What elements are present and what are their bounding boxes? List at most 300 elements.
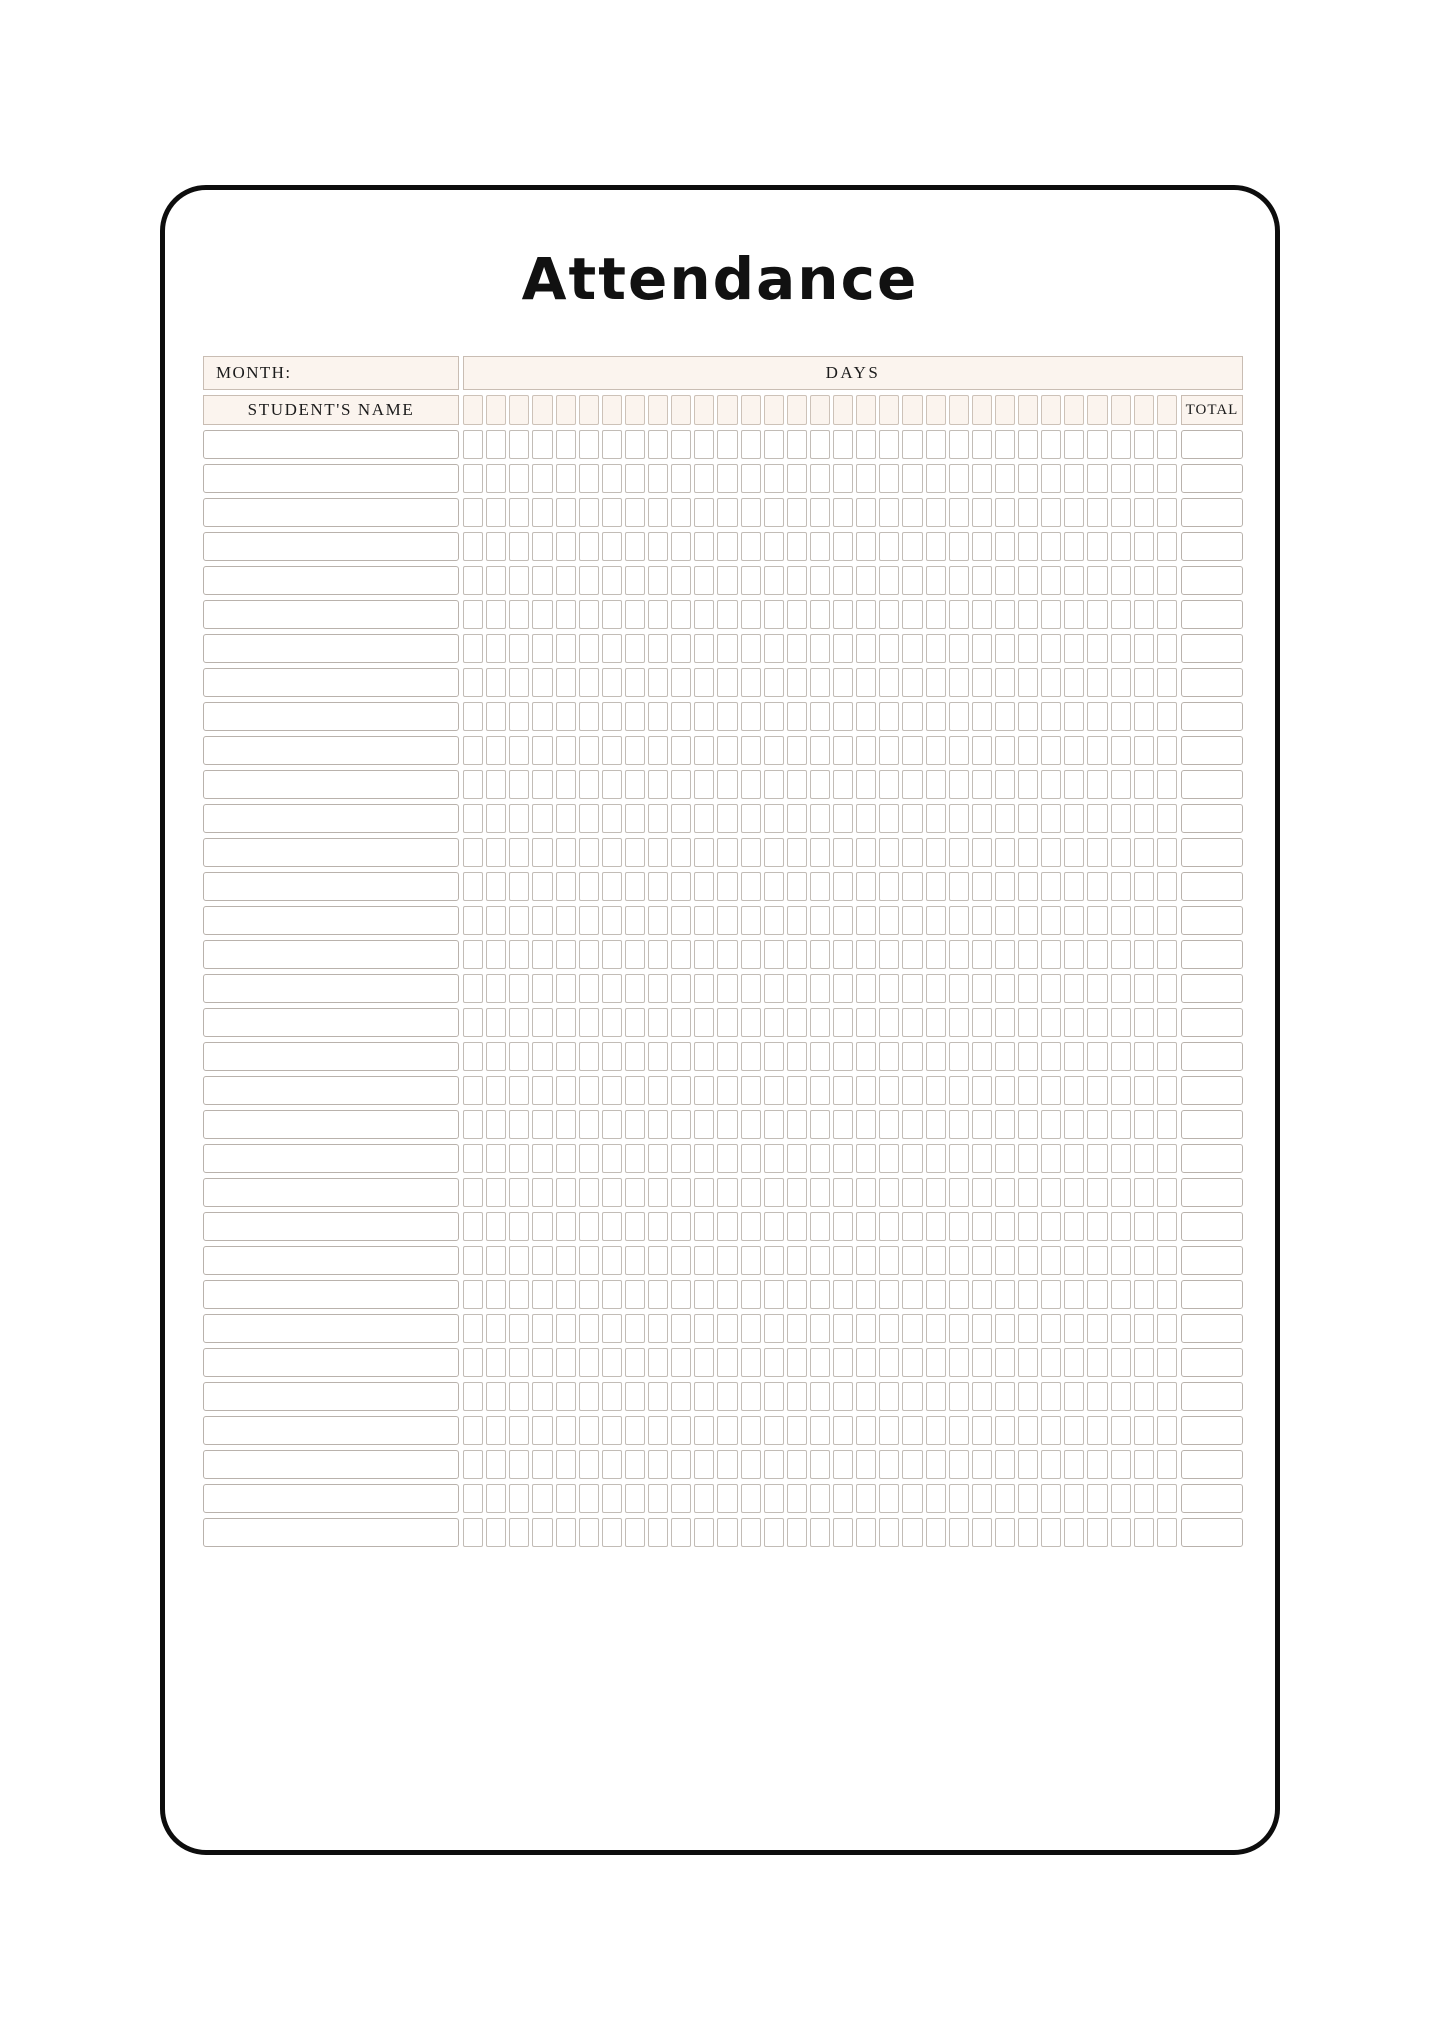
attendance-day-cell[interactable] — [509, 702, 529, 731]
attendance-day-cell[interactable] — [949, 430, 969, 459]
attendance-day-cell[interactable] — [902, 1042, 922, 1071]
attendance-day-cell[interactable] — [972, 974, 992, 1003]
attendance-day-cell[interactable] — [602, 566, 622, 595]
attendance-day-cell[interactable] — [1157, 498, 1177, 527]
attendance-day-cell[interactable] — [1111, 1484, 1131, 1513]
student-name-input[interactable] — [203, 1518, 459, 1547]
student-name-input[interactable] — [203, 1382, 459, 1411]
attendance-day-cell[interactable] — [787, 1110, 807, 1139]
attendance-day-cell[interactable] — [463, 1212, 483, 1241]
attendance-day-cell[interactable] — [833, 1348, 853, 1377]
attendance-day-cell[interactable] — [995, 600, 1015, 629]
attendance-day-cell[interactable] — [486, 1416, 506, 1445]
attendance-day-cell[interactable] — [1157, 770, 1177, 799]
attendance-day-cell[interactable] — [1064, 668, 1084, 697]
attendance-day-cell[interactable] — [1134, 1382, 1154, 1411]
attendance-day-cell[interactable] — [879, 1144, 899, 1173]
attendance-day-cell[interactable] — [694, 1280, 714, 1309]
attendance-day-cell[interactable] — [787, 1212, 807, 1241]
attendance-day-cell[interactable] — [1018, 464, 1038, 493]
day-number-header-cell[interactable] — [764, 395, 784, 425]
attendance-day-cell[interactable] — [602, 940, 622, 969]
attendance-day-cell[interactable] — [602, 1042, 622, 1071]
attendance-day-cell[interactable] — [717, 498, 737, 527]
attendance-day-cell[interactable] — [671, 532, 691, 561]
attendance-day-cell[interactable] — [602, 906, 622, 935]
attendance-day-cell[interactable] — [1087, 1212, 1107, 1241]
attendance-day-cell[interactable] — [602, 1110, 622, 1139]
total-cell[interactable] — [1181, 1416, 1243, 1445]
total-cell[interactable] — [1181, 1450, 1243, 1479]
attendance-day-cell[interactable] — [625, 532, 645, 561]
attendance-day-cell[interactable] — [625, 1280, 645, 1309]
attendance-day-cell[interactable] — [810, 1246, 830, 1275]
attendance-day-cell[interactable] — [1018, 668, 1038, 697]
attendance-day-cell[interactable] — [463, 974, 483, 1003]
attendance-day-cell[interactable] — [879, 1484, 899, 1513]
attendance-day-cell[interactable] — [602, 464, 622, 493]
attendance-day-cell[interactable] — [625, 702, 645, 731]
attendance-day-cell[interactable] — [671, 940, 691, 969]
attendance-day-cell[interactable] — [810, 804, 830, 833]
attendance-day-cell[interactable] — [1087, 770, 1107, 799]
day-number-header-cell[interactable] — [856, 395, 876, 425]
attendance-day-cell[interactable] — [717, 1008, 737, 1037]
attendance-day-cell[interactable] — [833, 1416, 853, 1445]
attendance-day-cell[interactable] — [1111, 532, 1131, 561]
attendance-day-cell[interactable] — [810, 770, 830, 799]
attendance-day-cell[interactable] — [1111, 1042, 1131, 1071]
attendance-day-cell[interactable] — [1087, 566, 1107, 595]
total-cell[interactable] — [1181, 600, 1243, 629]
attendance-day-cell[interactable] — [648, 1008, 668, 1037]
attendance-day-cell[interactable] — [995, 1416, 1015, 1445]
attendance-day-cell[interactable] — [1134, 1348, 1154, 1377]
attendance-day-cell[interactable] — [926, 600, 946, 629]
attendance-day-cell[interactable] — [995, 1042, 1015, 1071]
attendance-day-cell[interactable] — [856, 1450, 876, 1479]
attendance-day-cell[interactable] — [579, 804, 599, 833]
attendance-day-cell[interactable] — [694, 532, 714, 561]
attendance-day-cell[interactable] — [972, 600, 992, 629]
attendance-day-cell[interactable] — [856, 532, 876, 561]
day-number-header-cell[interactable] — [556, 395, 576, 425]
attendance-day-cell[interactable] — [856, 1076, 876, 1105]
attendance-day-cell[interactable] — [995, 1076, 1015, 1105]
attendance-day-cell[interactable] — [810, 430, 830, 459]
attendance-day-cell[interactable] — [1134, 1076, 1154, 1105]
attendance-day-cell[interactable] — [741, 736, 761, 765]
attendance-day-cell[interactable] — [902, 770, 922, 799]
attendance-day-cell[interactable] — [1041, 668, 1061, 697]
attendance-day-cell[interactable] — [556, 770, 576, 799]
attendance-day-cell[interactable] — [625, 566, 645, 595]
attendance-day-cell[interactable] — [556, 1008, 576, 1037]
attendance-day-cell[interactable] — [995, 940, 1015, 969]
attendance-day-cell[interactable] — [648, 1178, 668, 1207]
attendance-day-cell[interactable] — [717, 940, 737, 969]
student-name-input[interactable] — [203, 600, 459, 629]
attendance-day-cell[interactable] — [486, 1246, 506, 1275]
attendance-day-cell[interactable] — [972, 736, 992, 765]
attendance-day-cell[interactable] — [1041, 1076, 1061, 1105]
attendance-day-cell[interactable] — [1087, 702, 1107, 731]
attendance-day-cell[interactable] — [1087, 498, 1107, 527]
attendance-day-cell[interactable] — [1064, 1144, 1084, 1173]
attendance-day-cell[interactable] — [556, 974, 576, 1003]
attendance-day-cell[interactable] — [648, 1382, 668, 1411]
attendance-day-cell[interactable] — [902, 838, 922, 867]
attendance-day-cell[interactable] — [671, 974, 691, 1003]
attendance-day-cell[interactable] — [532, 1212, 552, 1241]
attendance-day-cell[interactable] — [556, 566, 576, 595]
total-cell[interactable] — [1181, 974, 1243, 1003]
attendance-day-cell[interactable] — [787, 804, 807, 833]
attendance-day-cell[interactable] — [463, 838, 483, 867]
attendance-day-cell[interactable] — [741, 498, 761, 527]
attendance-day-cell[interactable] — [463, 668, 483, 697]
day-number-header-cell[interactable] — [1134, 395, 1154, 425]
attendance-day-cell[interactable] — [463, 1484, 483, 1513]
attendance-day-cell[interactable] — [902, 736, 922, 765]
attendance-day-cell[interactable] — [879, 736, 899, 765]
attendance-day-cell[interactable] — [532, 566, 552, 595]
attendance-day-cell[interactable] — [741, 1042, 761, 1071]
attendance-day-cell[interactable] — [671, 634, 691, 663]
total-cell[interactable] — [1181, 940, 1243, 969]
attendance-day-cell[interactable] — [1018, 1348, 1038, 1377]
attendance-day-cell[interactable] — [764, 498, 784, 527]
attendance-day-cell[interactable] — [1018, 1042, 1038, 1071]
attendance-day-cell[interactable] — [856, 872, 876, 901]
attendance-day-cell[interactable] — [764, 1042, 784, 1071]
attendance-day-cell[interactable] — [532, 1178, 552, 1207]
attendance-day-cell[interactable] — [926, 770, 946, 799]
attendance-day-cell[interactable] — [787, 974, 807, 1003]
attendance-day-cell[interactable] — [995, 1450, 1015, 1479]
attendance-day-cell[interactable] — [625, 668, 645, 697]
attendance-day-cell[interactable] — [902, 566, 922, 595]
attendance-day-cell[interactable] — [1134, 974, 1154, 1003]
attendance-day-cell[interactable] — [671, 1450, 691, 1479]
attendance-day-cell[interactable] — [556, 1450, 576, 1479]
attendance-day-cell[interactable] — [949, 1416, 969, 1445]
attendance-day-cell[interactable] — [972, 1042, 992, 1071]
attendance-day-cell[interactable] — [1087, 532, 1107, 561]
attendance-day-cell[interactable] — [532, 430, 552, 459]
attendance-day-cell[interactable] — [1087, 464, 1107, 493]
attendance-day-cell[interactable] — [1134, 906, 1154, 935]
attendance-day-cell[interactable] — [764, 702, 784, 731]
attendance-day-cell[interactable] — [579, 940, 599, 969]
attendance-day-cell[interactable] — [556, 1416, 576, 1445]
attendance-day-cell[interactable] — [879, 1110, 899, 1139]
attendance-day-cell[interactable] — [486, 1484, 506, 1513]
attendance-day-cell[interactable] — [856, 1518, 876, 1547]
attendance-day-cell[interactable] — [532, 838, 552, 867]
attendance-day-cell[interactable] — [810, 1450, 830, 1479]
attendance-day-cell[interactable] — [625, 736, 645, 765]
attendance-day-cell[interactable] — [1041, 1042, 1061, 1071]
attendance-day-cell[interactable] — [741, 532, 761, 561]
attendance-day-cell[interactable] — [509, 1178, 529, 1207]
attendance-day-cell[interactable] — [810, 1416, 830, 1445]
attendance-day-cell[interactable] — [810, 1348, 830, 1377]
attendance-day-cell[interactable] — [787, 1246, 807, 1275]
total-cell[interactable] — [1181, 1484, 1243, 1513]
attendance-day-cell[interactable] — [833, 838, 853, 867]
attendance-day-cell[interactable] — [741, 600, 761, 629]
attendance-day-cell[interactable] — [1064, 1484, 1084, 1513]
attendance-day-cell[interactable] — [1111, 770, 1131, 799]
attendance-day-cell[interactable] — [1134, 498, 1154, 527]
attendance-day-cell[interactable] — [995, 770, 1015, 799]
attendance-day-cell[interactable] — [671, 1416, 691, 1445]
attendance-day-cell[interactable] — [810, 668, 830, 697]
attendance-day-cell[interactable] — [764, 804, 784, 833]
attendance-day-cell[interactable] — [833, 1484, 853, 1513]
attendance-day-cell[interactable] — [1064, 1280, 1084, 1309]
attendance-day-cell[interactable] — [926, 872, 946, 901]
attendance-day-cell[interactable] — [648, 1484, 668, 1513]
student-name-input[interactable] — [203, 872, 459, 901]
attendance-day-cell[interactable] — [486, 532, 506, 561]
attendance-day-cell[interactable] — [509, 1280, 529, 1309]
attendance-day-cell[interactable] — [556, 668, 576, 697]
attendance-day-cell[interactable] — [694, 668, 714, 697]
attendance-day-cell[interactable] — [1134, 668, 1154, 697]
day-number-header-cell[interactable] — [509, 395, 529, 425]
attendance-day-cell[interactable] — [648, 532, 668, 561]
attendance-day-cell[interactable] — [648, 634, 668, 663]
attendance-day-cell[interactable] — [509, 1246, 529, 1275]
attendance-day-cell[interactable] — [995, 464, 1015, 493]
attendance-day-cell[interactable] — [741, 1518, 761, 1547]
attendance-day-cell[interactable] — [532, 906, 552, 935]
attendance-day-cell[interactable] — [856, 1314, 876, 1343]
attendance-day-cell[interactable] — [486, 1450, 506, 1479]
attendance-day-cell[interactable] — [972, 668, 992, 697]
attendance-day-cell[interactable] — [1041, 1246, 1061, 1275]
attendance-day-cell[interactable] — [1157, 1518, 1177, 1547]
attendance-day-cell[interactable] — [856, 1280, 876, 1309]
attendance-day-cell[interactable] — [833, 1076, 853, 1105]
attendance-day-cell[interactable] — [1157, 1382, 1177, 1411]
attendance-day-cell[interactable] — [1111, 1314, 1131, 1343]
attendance-day-cell[interactable] — [741, 1178, 761, 1207]
attendance-day-cell[interactable] — [694, 1484, 714, 1513]
attendance-day-cell[interactable] — [787, 668, 807, 697]
attendance-day-cell[interactable] — [810, 1518, 830, 1547]
attendance-day-cell[interactable] — [902, 1178, 922, 1207]
attendance-day-cell[interactable] — [579, 1280, 599, 1309]
attendance-day-cell[interactable] — [833, 464, 853, 493]
attendance-day-cell[interactable] — [926, 566, 946, 595]
attendance-day-cell[interactable] — [602, 668, 622, 697]
attendance-day-cell[interactable] — [856, 1144, 876, 1173]
attendance-day-cell[interactable] — [486, 1008, 506, 1037]
attendance-day-cell[interactable] — [717, 906, 737, 935]
attendance-day-cell[interactable] — [532, 940, 552, 969]
attendance-day-cell[interactable] — [741, 906, 761, 935]
attendance-day-cell[interactable] — [764, 464, 784, 493]
attendance-day-cell[interactable] — [1157, 872, 1177, 901]
attendance-day-cell[interactable] — [671, 1178, 691, 1207]
attendance-day-cell[interactable] — [1157, 1076, 1177, 1105]
attendance-day-cell[interactable] — [972, 702, 992, 731]
attendance-day-cell[interactable] — [648, 974, 668, 1003]
attendance-day-cell[interactable] — [949, 1382, 969, 1411]
attendance-day-cell[interactable] — [509, 1042, 529, 1071]
attendance-day-cell[interactable] — [833, 498, 853, 527]
attendance-day-cell[interactable] — [1041, 1008, 1061, 1037]
attendance-day-cell[interactable] — [879, 770, 899, 799]
total-cell[interactable] — [1181, 1178, 1243, 1207]
attendance-day-cell[interactable] — [972, 1280, 992, 1309]
attendance-day-cell[interactable] — [926, 1416, 946, 1445]
attendance-day-cell[interactable] — [1134, 736, 1154, 765]
attendance-day-cell[interactable] — [1111, 974, 1131, 1003]
attendance-day-cell[interactable] — [509, 600, 529, 629]
month-field[interactable]: MONTH: — [203, 356, 459, 390]
attendance-day-cell[interactable] — [764, 1484, 784, 1513]
attendance-day-cell[interactable] — [671, 1110, 691, 1139]
attendance-day-cell[interactable] — [648, 1110, 668, 1139]
attendance-day-cell[interactable] — [1087, 1416, 1107, 1445]
attendance-day-cell[interactable] — [1018, 566, 1038, 595]
attendance-day-cell[interactable] — [1087, 1144, 1107, 1173]
attendance-day-cell[interactable] — [602, 1450, 622, 1479]
attendance-day-cell[interactable] — [1087, 634, 1107, 663]
day-number-header-cell[interactable] — [810, 395, 830, 425]
day-number-header-cell[interactable] — [694, 395, 714, 425]
attendance-day-cell[interactable] — [532, 1008, 552, 1037]
attendance-day-cell[interactable] — [717, 1212, 737, 1241]
attendance-day-cell[interactable] — [1018, 1484, 1038, 1513]
attendance-day-cell[interactable] — [556, 464, 576, 493]
attendance-day-cell[interactable] — [1064, 1008, 1084, 1037]
attendance-day-cell[interactable] — [486, 1144, 506, 1173]
attendance-day-cell[interactable] — [1018, 1416, 1038, 1445]
attendance-day-cell[interactable] — [602, 1212, 622, 1241]
attendance-day-cell[interactable] — [509, 464, 529, 493]
attendance-day-cell[interactable] — [694, 600, 714, 629]
attendance-day-cell[interactable] — [602, 974, 622, 1003]
attendance-day-cell[interactable] — [1134, 1178, 1154, 1207]
attendance-day-cell[interactable] — [509, 872, 529, 901]
attendance-day-cell[interactable] — [1064, 1416, 1084, 1445]
day-number-header-cell[interactable] — [879, 395, 899, 425]
attendance-day-cell[interactable] — [717, 1246, 737, 1275]
attendance-day-cell[interactable] — [486, 668, 506, 697]
attendance-day-cell[interactable] — [879, 498, 899, 527]
day-number-header-cell[interactable] — [787, 395, 807, 425]
attendance-day-cell[interactable] — [625, 1042, 645, 1071]
attendance-day-cell[interactable] — [856, 906, 876, 935]
attendance-day-cell[interactable] — [532, 498, 552, 527]
attendance-day-cell[interactable] — [1134, 1314, 1154, 1343]
attendance-day-cell[interactable] — [694, 498, 714, 527]
attendance-day-cell[interactable] — [625, 464, 645, 493]
attendance-day-cell[interactable] — [1087, 430, 1107, 459]
attendance-day-cell[interactable] — [694, 1382, 714, 1411]
attendance-day-cell[interactable] — [694, 1212, 714, 1241]
attendance-day-cell[interactable] — [1064, 430, 1084, 459]
attendance-day-cell[interactable] — [764, 1450, 784, 1479]
student-name-input[interactable] — [203, 1178, 459, 1207]
attendance-day-cell[interactable] — [671, 1382, 691, 1411]
attendance-day-cell[interactable] — [648, 702, 668, 731]
total-cell[interactable] — [1181, 702, 1243, 731]
attendance-day-cell[interactable] — [463, 600, 483, 629]
attendance-day-cell[interactable] — [810, 736, 830, 765]
attendance-day-cell[interactable] — [902, 532, 922, 561]
attendance-day-cell[interactable] — [1134, 430, 1154, 459]
attendance-day-cell[interactable] — [810, 940, 830, 969]
attendance-day-cell[interactable] — [556, 1246, 576, 1275]
attendance-day-cell[interactable] — [902, 1382, 922, 1411]
attendance-day-cell[interactable] — [902, 1212, 922, 1241]
attendance-day-cell[interactable] — [1041, 1382, 1061, 1411]
attendance-day-cell[interactable] — [926, 906, 946, 935]
attendance-day-cell[interactable] — [879, 1518, 899, 1547]
attendance-day-cell[interactable] — [879, 668, 899, 697]
attendance-day-cell[interactable] — [833, 974, 853, 1003]
attendance-day-cell[interactable] — [810, 464, 830, 493]
attendance-day-cell[interactable] — [625, 1246, 645, 1275]
attendance-day-cell[interactable] — [486, 1076, 506, 1105]
attendance-day-cell[interactable] — [810, 1280, 830, 1309]
attendance-day-cell[interactable] — [625, 1416, 645, 1445]
attendance-day-cell[interactable] — [972, 1178, 992, 1207]
attendance-day-cell[interactable] — [833, 1450, 853, 1479]
attendance-day-cell[interactable] — [902, 634, 922, 663]
total-cell[interactable] — [1181, 566, 1243, 595]
attendance-day-cell[interactable] — [787, 1348, 807, 1377]
attendance-day-cell[interactable] — [741, 1314, 761, 1343]
attendance-day-cell[interactable] — [764, 600, 784, 629]
attendance-day-cell[interactable] — [717, 1042, 737, 1071]
attendance-day-cell[interactable] — [1041, 498, 1061, 527]
attendance-day-cell[interactable] — [949, 1178, 969, 1207]
attendance-day-cell[interactable] — [833, 634, 853, 663]
attendance-day-cell[interactable] — [1018, 702, 1038, 731]
attendance-day-cell[interactable] — [787, 464, 807, 493]
attendance-day-cell[interactable] — [856, 702, 876, 731]
attendance-day-cell[interactable] — [856, 940, 876, 969]
attendance-day-cell[interactable] — [787, 430, 807, 459]
attendance-day-cell[interactable] — [810, 702, 830, 731]
attendance-day-cell[interactable] — [694, 838, 714, 867]
attendance-day-cell[interactable] — [1064, 566, 1084, 595]
attendance-day-cell[interactable] — [833, 600, 853, 629]
attendance-day-cell[interactable] — [1041, 1484, 1061, 1513]
attendance-day-cell[interactable] — [995, 668, 1015, 697]
attendance-day-cell[interactable] — [463, 1280, 483, 1309]
attendance-day-cell[interactable] — [972, 430, 992, 459]
attendance-day-cell[interactable] — [1041, 1178, 1061, 1207]
attendance-day-cell[interactable] — [463, 1450, 483, 1479]
attendance-day-cell[interactable] — [1134, 838, 1154, 867]
attendance-day-cell[interactable] — [810, 1110, 830, 1139]
attendance-day-cell[interactable] — [1018, 1314, 1038, 1343]
attendance-day-cell[interactable] — [1064, 1076, 1084, 1105]
attendance-day-cell[interactable] — [694, 770, 714, 799]
attendance-day-cell[interactable] — [1041, 906, 1061, 935]
attendance-day-cell[interactable] — [1134, 804, 1154, 833]
attendance-day-cell[interactable] — [625, 498, 645, 527]
attendance-day-cell[interactable] — [694, 702, 714, 731]
